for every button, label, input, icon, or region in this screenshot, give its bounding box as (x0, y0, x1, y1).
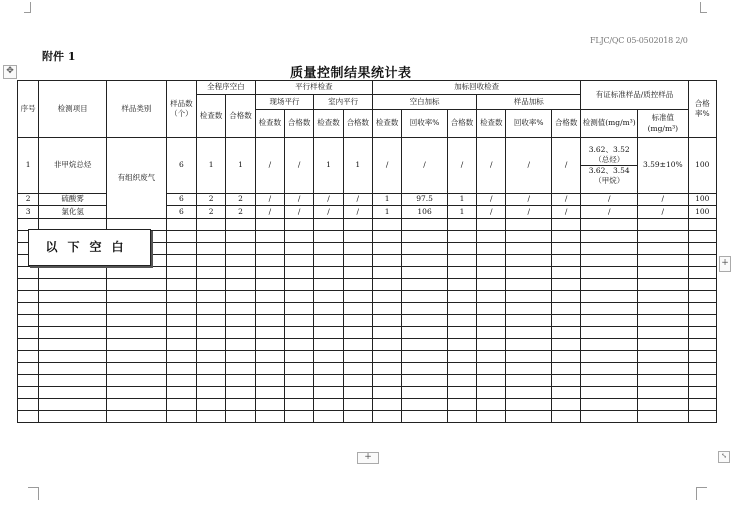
table-row: 2 硫酸雾 6 2 2 / / / / 1 97.5 1 / / / / / 100 (18, 194, 717, 206)
table-row: 1 非甲烷总烃 有组织废气 6 1 1 / / 1 1 / / / / / / 3.62、3.52 （总烃） 3.62、3.54 （甲烷） 3.59±10% 100 (18, 138, 717, 194)
header-seq: 序号 (18, 81, 39, 138)
header-ss-recovery: 回收率% (506, 110, 552, 138)
page-corner-mark (28, 487, 39, 500)
document-number: FLJC/QC 05-0502018 2/0 (590, 36, 688, 45)
table-move-handle-icon[interactable]: ✥ (3, 65, 17, 79)
add-row-icon[interactable]: + (357, 452, 379, 464)
attachment-label: 附件 1 (42, 50, 76, 63)
header-field-parallel: 现场平行 (255, 95, 314, 110)
header-fp-qualified: 合格数 (285, 110, 314, 138)
header-bs-checked: 检查数 (372, 110, 401, 138)
header-crm-group: 有证标准样品/质控样品 (581, 81, 688, 110)
header-fp-checked: 检查数 (255, 110, 284, 138)
page-corner-mark (24, 2, 31, 13)
empty-table-row (18, 279, 717, 291)
empty-table-row (18, 363, 717, 375)
header-sample-spike: 样品加标 (477, 95, 581, 110)
add-column-icon[interactable]: + (719, 256, 731, 272)
header-blank-checked: 检查数 (197, 95, 226, 138)
empty-table-row (18, 387, 717, 399)
empty-table-row (18, 411, 717, 423)
header-ss-checked: 检查数 (477, 110, 506, 138)
empty-table-row (18, 303, 717, 315)
header-lp-qualified: 合格数 (343, 110, 372, 138)
header-lab-parallel: 室内平行 (314, 95, 373, 110)
header-sample-count: 样品数（个） (166, 81, 196, 138)
empty-table-row (18, 267, 717, 279)
empty-table-row (18, 351, 717, 363)
table-resize-icon[interactable]: ⤡ (718, 451, 730, 463)
empty-table-row (18, 399, 717, 411)
header-measured: 检测值(mg/m³) (581, 110, 638, 138)
header-blank-qualified: 合格数 (226, 95, 255, 138)
header-pass-rate: 合格率% (688, 81, 716, 138)
category-cell: 有组织废气 (107, 138, 167, 219)
empty-table-row (18, 375, 717, 387)
page-title: 质量控制结果统计表 (290, 66, 412, 81)
blank-below-note: 以下空白 (28, 229, 151, 266)
header-spike-group: 加标回收检查 (372, 81, 580, 95)
empty-table-row (18, 339, 717, 351)
header-item: 检测项目 (39, 81, 107, 138)
header-parallel-group: 平行样检查 (255, 81, 372, 95)
table-row: 3 氯化氢 6 2 2 / / / / 1 106 1 / / / / / 100 (18, 206, 717, 219)
header-lp-checked: 检查数 (314, 110, 343, 138)
header-blank-spike: 空白加标 (372, 95, 476, 110)
page-corner-mark (696, 487, 707, 500)
header-bs-qualified: 合格数 (447, 110, 476, 138)
header-standard: 标准值(mg/m³) (638, 110, 689, 138)
empty-table-row (18, 327, 717, 339)
empty-table-row (18, 291, 717, 303)
header-category: 样品类别 (107, 81, 167, 138)
header-bs-recovery: 回收率% (402, 110, 448, 138)
empty-table-row (18, 315, 717, 327)
measured-cell: 3.62、3.52 （总烃） 3.62、3.54 （甲烷） (581, 138, 638, 194)
page-corner-mark (700, 2, 707, 13)
header-ss-qualified: 合格数 (552, 110, 581, 138)
header-blank-group: 全程序空白 (197, 81, 256, 95)
